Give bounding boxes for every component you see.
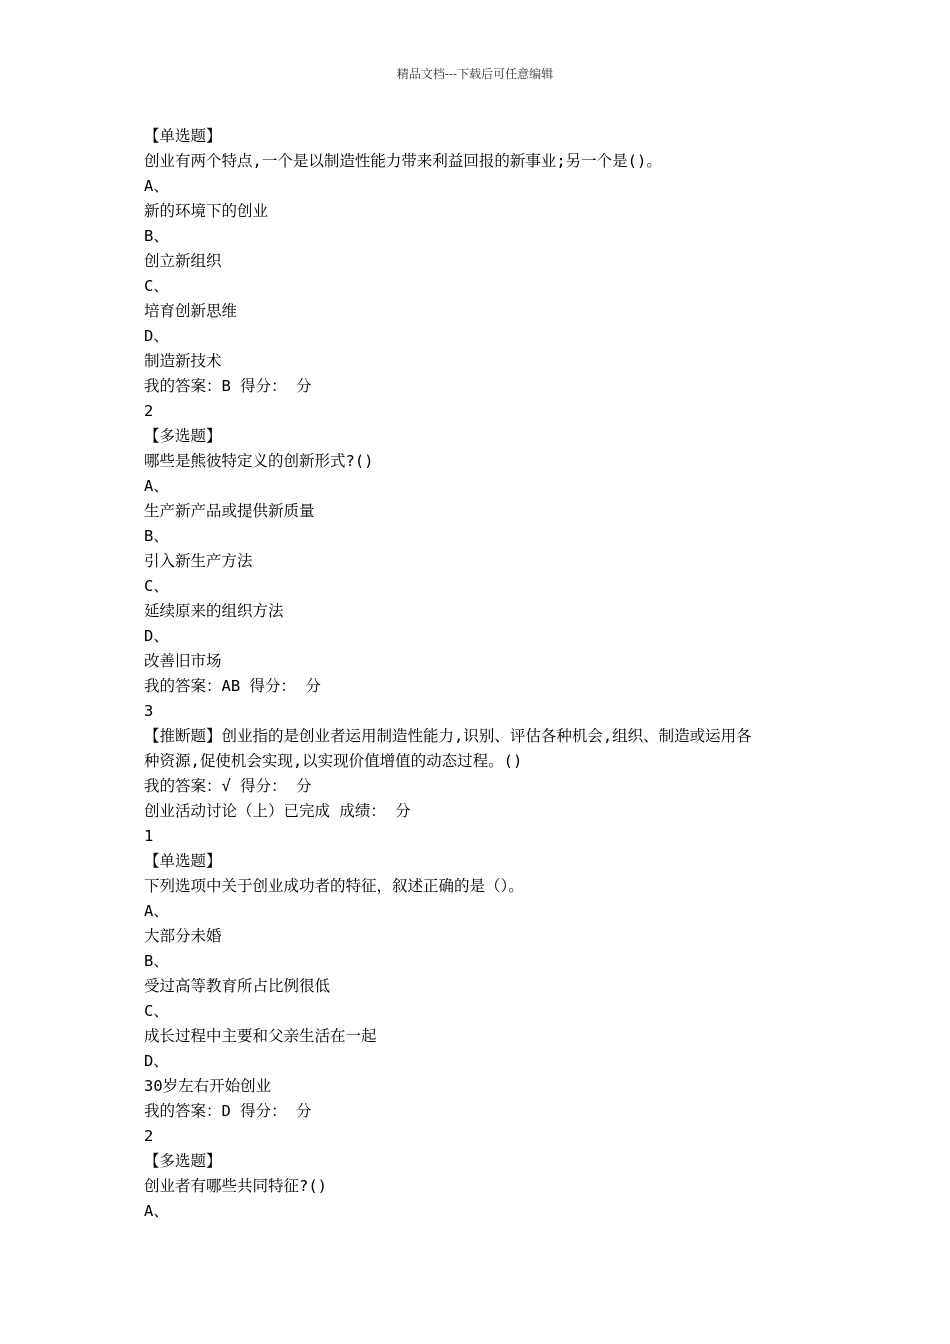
section-status: 创业活动讨论（上）已完成 成绩： 分	[144, 802, 411, 820]
page-header: 精品文档---下载后可任意编辑	[396, 67, 554, 81]
option-letter: C、	[144, 577, 169, 595]
option-letter: D、	[144, 327, 169, 345]
option-text: 引入新生产方法	[144, 552, 253, 570]
question-number: 2	[144, 1127, 154, 1145]
answer-line: 我的答案：AB 得分： 分	[144, 677, 321, 695]
option-letter: A、	[144, 1202, 169, 1220]
question-type-label: 【多选题】	[144, 1152, 222, 1170]
option-letter: A、	[144, 902, 169, 920]
option-text: 制造新技术	[144, 352, 222, 370]
option-text: 生产新产品或提供新质量	[144, 502, 315, 520]
option-text: 新的环境下的创业	[144, 202, 269, 220]
option-letter: B、	[144, 952, 169, 970]
question-number: 3	[144, 702, 154, 720]
question-text: 创业者有哪些共同特征?()	[144, 1177, 327, 1195]
option-letter: D、	[144, 627, 169, 645]
option-letter: A、	[144, 177, 169, 195]
option-text: 延续原来的组织方法	[144, 602, 284, 620]
option-text: 受过高等教育所占比例很低	[144, 977, 331, 995]
question-type-label: 【单选题】	[144, 127, 222, 145]
option-text: 培育创新思维	[144, 302, 238, 320]
option-text: 改善旧市场	[144, 652, 222, 670]
question-type-label: 【单选题】	[144, 852, 222, 870]
question-text: 创业有两个特点,一个是以制造性能力带来利益回报的新事业;另一个是()。	[144, 152, 662, 170]
answer-line: 我的答案：√ 得分： 分	[144, 777, 312, 795]
option-letter: A、	[144, 477, 169, 495]
question-number: 1	[144, 827, 154, 845]
document-body	[144, 124, 824, 1224]
option-letter: D、	[144, 1052, 169, 1070]
option-text: 大部分未婚	[144, 927, 222, 945]
option-letter: B、	[144, 527, 169, 545]
question-text-continued: 种资源,促使机会实现,以实现价值增值的动态过程。()	[144, 752, 523, 770]
option-text: 创立新组织	[144, 252, 222, 270]
option-letter: C、	[144, 1002, 169, 1020]
question-text: 哪些是熊彼特定义的创新形式?()	[144, 452, 374, 470]
option-letter: B、	[144, 227, 169, 245]
answer-line: 我的答案：B 得分： 分	[144, 377, 312, 395]
option-text: 成长过程中主要和父亲生活在一起	[144, 1027, 377, 1045]
option-letter: C、	[144, 277, 169, 295]
question-type-label: 【多选题】	[144, 427, 222, 445]
question-text: 【推断题】创业指的是创业者运用制造性能力,识别、评估各种机会,组织、制造或运用各	[144, 727, 752, 745]
answer-line: 我的答案：D 得分： 分	[144, 1102, 312, 1120]
question-text: 下列选项中关于创业成功者的特征，叙述正确的是（）。	[144, 877, 524, 895]
question-number: 2	[144, 402, 154, 420]
option-text: 30岁左右开始创业	[144, 1077, 272, 1095]
